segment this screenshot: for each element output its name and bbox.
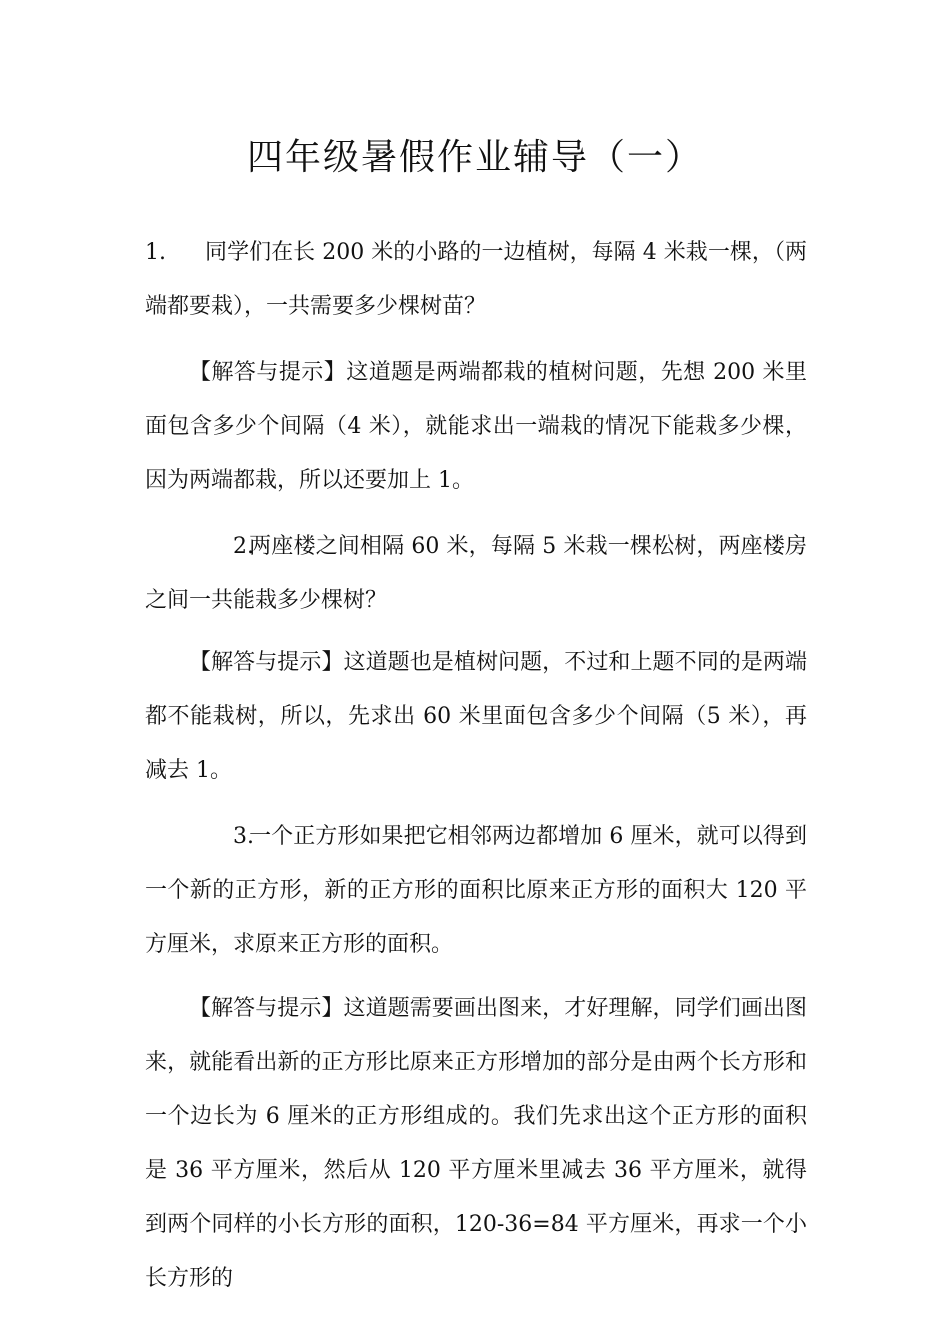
question-2-text: 两座楼之间相隔 60 米，每隔 5 米栽一棵松树，两座楼房之间一共能栽多少棵树？ xyxy=(145,534,807,613)
question-1 xyxy=(145,226,807,334)
hint-2: 【解答与提示】这道题也是植树问题，不过和上题不同的是两端都不能栽树，所以，先求出 60 米里面包含多少个间隔（5 米），再减去 1。 xyxy=(145,650,807,783)
question-3-text: 一个正方形如果把它相邻两边都增加 6 厘米，就可以得到一个新的正方形，新的正方形的面积比原来正方形的面积大 120 平方厘米，求原来正方形的面积。 xyxy=(145,824,807,957)
question-3-number: 3. xyxy=(233,824,254,849)
question-2-number: 2. xyxy=(233,534,254,559)
page-title: 四年级暑假作业辅导（一） xyxy=(246,137,703,178)
question-1-number: 1. xyxy=(145,240,166,265)
hint-3: 【解答与提示】这道题需要画出图来，才好理解，同学们画出图来，就能看出新的正方形比原来正方形增加的部分是由两个长方形和一个边长为 6 厘米的正方形组成的。我们先求出这个正方形的面积是 36 平方厘米，然后从 120 平方厘米里减去 36 平方厘米，就得到两个同样的小长方形的面积，120-36=84 平方厘米，再求一个小长方形的 xyxy=(145,996,807,1291)
question-3 xyxy=(145,810,807,972)
hint-1: 【解答与提示】这道题是两端都栽的植树问题，先想 200 米里面包含多少个间隔（4 米），就能求出一端栽的情况下能栽多少棵，因为两端都栽，所以还要加上 1。 xyxy=(145,360,807,493)
question-1-text: 同学们在长 200 米的小路的一边植树，每隔 4 米栽一棵，（两端都要栽），一共需要多少棵树苗？ xyxy=(145,240,807,319)
question-2 xyxy=(145,520,807,628)
